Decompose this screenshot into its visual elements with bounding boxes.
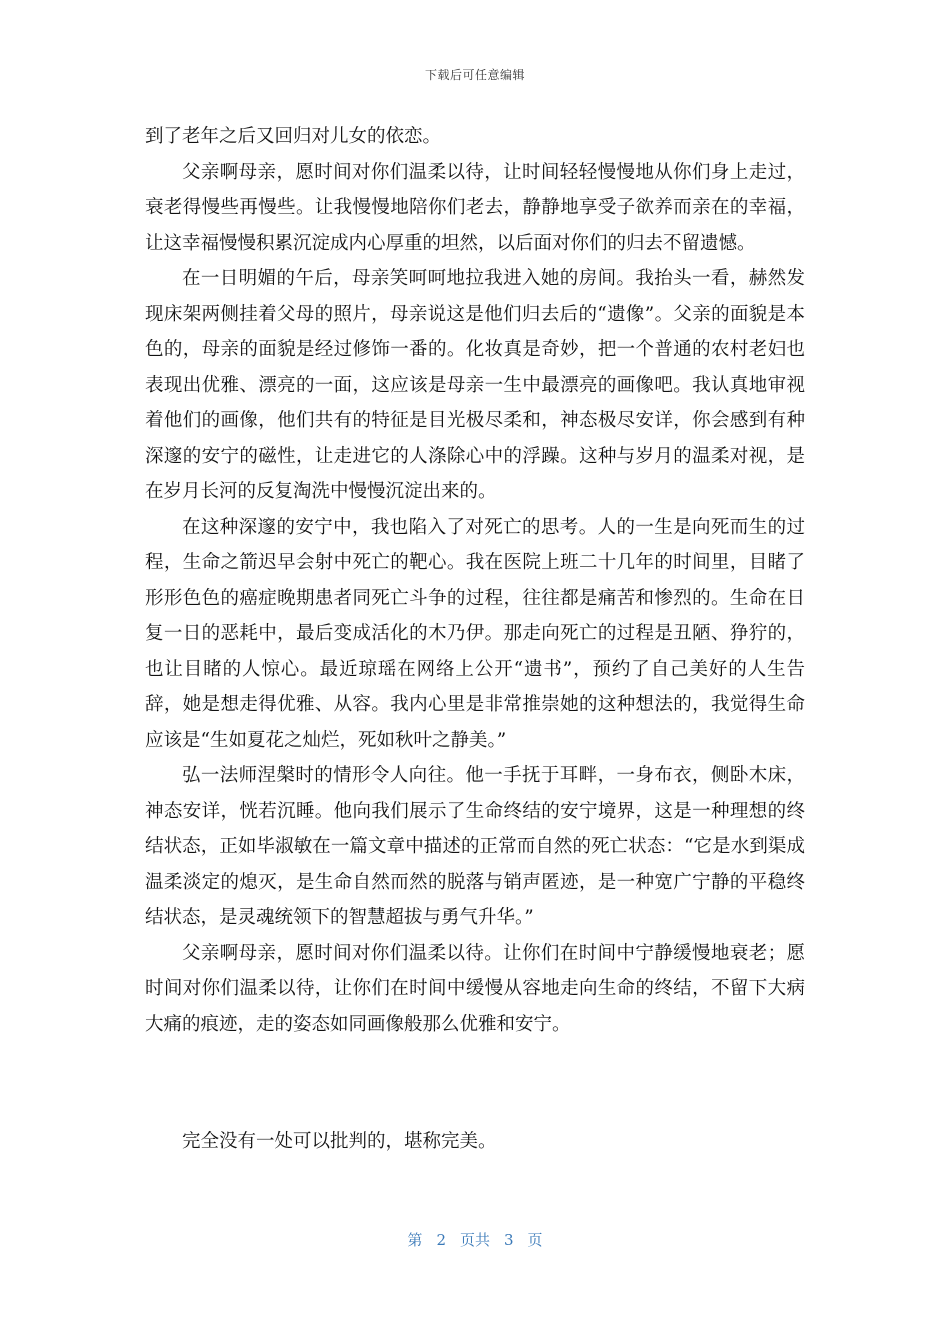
total-pages-number: 3: [504, 1231, 514, 1249]
page-header: 下载后可任意编辑: [424, 68, 525, 82]
page-label-prefix: 第: [407, 1231, 423, 1249]
paragraph-continuation: 到了老年之后又回归对儿女的依恋。: [145, 126, 442, 147]
paragraph: 父亲啊母亲，愿时间对你们温柔以待，让时间轻轻慢慢地从你们身上走过，衰老得慢些再慢些。让我慢慢地陪你们老去，静静地享受子欲养而亲在的幸福，让这幸福慢慢积累沉淀成内心厚重的坦然，以后面对你们的归去不留遗憾。: [145, 161, 805, 254]
page-label-mid: 页共: [459, 1231, 490, 1249]
paragraph: 在这种深邃的安宁中，我也陷入了对死亡的思考。人的一生是向死而生的过程，生命之箭迟早会射中死亡的靶心。我在医院上班二十几年的时间里，目睹了形形色色的癌症晚期患者同死亡斗争的过程，往往都是痛苦和惨烈的。生命在日复一日的恶耗中，最后变成活化的木乃伊。那走向死亡的过程是丑陋、狰狞的，也让目睹的人惊心。最近琼瑶在网络上公开“遗书”，预约了自己美好的人生告辞，她是想走得优雅、从容。我内心里是非常推崇她的这种想法的，我觉得生命应该是“生如夏花之灿烂，死如秋叶之静美。”: [145, 516, 805, 751]
current-page-number: 2: [436, 1231, 446, 1249]
page-label-suffix: 页: [527, 1231, 543, 1249]
page-footer: [0, 1229, 950, 1250]
article-body: [145, 119, 805, 1042]
paragraph: 父亲啊母亲，愿时间对你们温柔以待。让你们在时间中宁静缓慢地衰老；愿时间对你们温柔以待，让你们在时间中缓慢从容地走向生命的终结，不留下大病大痛的痕迹，走的姿态如同画像般那么优雅和安宁。: [145, 942, 805, 1035]
review-comment: 完全没有一处可以批判的，堪称完美。: [182, 1131, 497, 1152]
paragraph: 弘一法师涅槃时的情形令人向往。他一手抚于耳畔，一身布衣，侧卧木床，神态安详，恍若沉睡。他向我们展示了生命终结的安宁境界，这是一种理想的终结状态，正如毕淑敏在一篇文章中描述的正常而自然的死亡状态：“它是水到渠成温柔淡定的熄灭，是生命自然而然的脱落与销声匿迹，是一种宽广宁静的平稳终结状态，是灵魂统领下的智慧超拔与勇气升华。”: [145, 765, 805, 928]
paragraph: 在一日明媚的午后，母亲笑呵呵地拉我进入她的房间。我抬头一看，赫然发现床架两侧挂着父母的照片，母亲说这是他们归去后的“遗像”。父亲的面貌是本色的，母亲的面貌是经过修饰一番的。化妆真是奇妙，把一个普通的农村老妇也表现出优雅、漂亮的一面，这应该是母亲一生中最漂亮的画像吧。我认真地审视着他们的画像，他们共有的特征是目光极尽柔和，神态极尽安详，你会感到有种深邃的安宁的磁性，让走进它的人涤除心中的浮躁。这种与岁月的温柔对视，是在岁月长河的反复淘洗中慢慢沉淀出来的。: [145, 268, 805, 502]
